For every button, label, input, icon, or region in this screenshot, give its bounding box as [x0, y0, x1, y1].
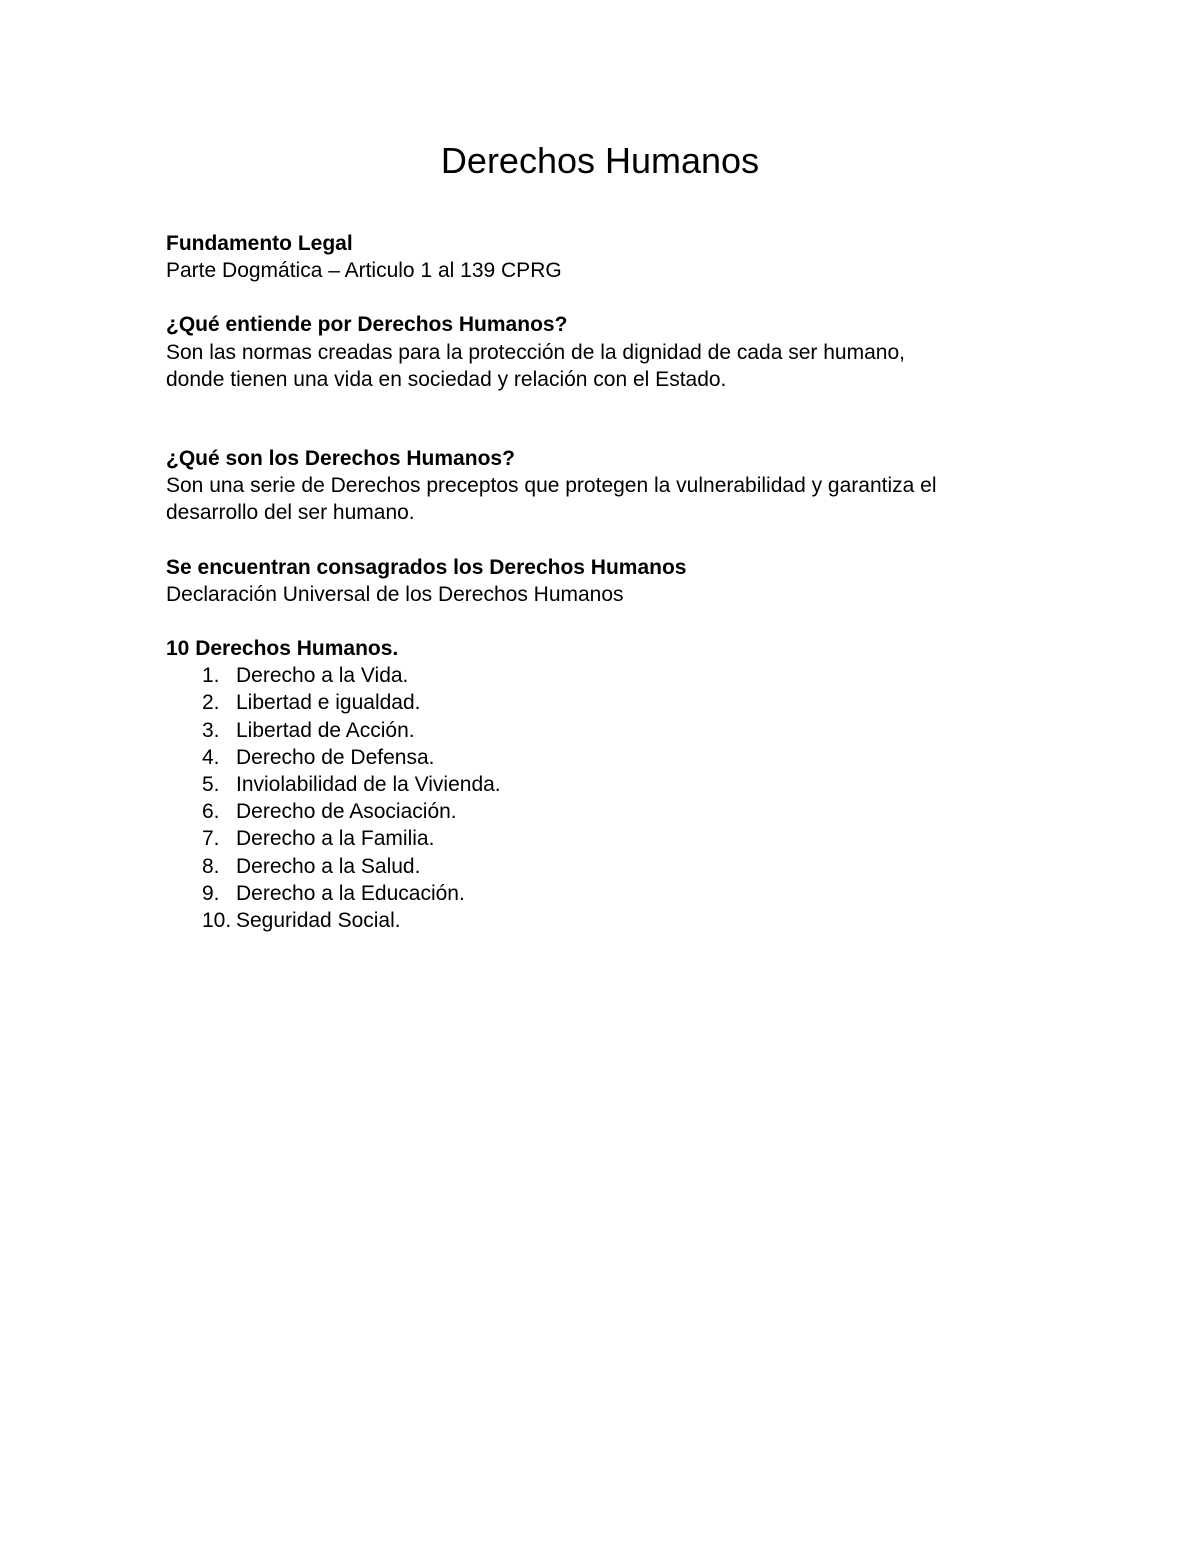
list-item — [202, 798, 1046, 825]
list-item-text: Derecho a la Salud. — [236, 854, 421, 878]
section-text-line: desarrollo del ser humano. — [166, 501, 415, 525]
list-item-number: 10. — [202, 909, 232, 933]
list-item — [202, 717, 1046, 744]
list-item-number: 3. — [202, 718, 220, 742]
list-item — [202, 744, 1046, 771]
section-heading: ¿Qué entiende por Derechos Humanos? — [166, 313, 568, 337]
document-body — [166, 230, 1046, 934]
list-item-number: 9. — [202, 881, 220, 905]
list-item-text: Derecho a la Educación. — [236, 881, 465, 905]
list-item-text: Libertad de Acción. — [236, 718, 415, 742]
list-item-text: Derecho a la Vida. — [236, 664, 409, 688]
section-heading: Se encuentran consagrados los Derechos Humanos — [166, 555, 687, 579]
list-item — [202, 853, 1046, 880]
list-item — [202, 825, 1046, 852]
section-heading: ¿Qué son los Derechos Humanos? — [166, 447, 515, 471]
list-item-text: Seguridad Social. — [236, 909, 401, 933]
document-title: Derechos Humanos — [440, 140, 760, 181]
list-item — [202, 689, 1046, 716]
list-item — [202, 880, 1046, 907]
list-item-number: 5. — [202, 773, 220, 797]
list-item-number: 2. — [202, 691, 220, 715]
list-item-text: Derecho de Defensa. — [236, 745, 435, 769]
list-item — [202, 662, 1046, 689]
section-text: Declaración Universal de los Derechos Humanos — [166, 582, 624, 606]
list-item-text: Inviolabilidad de la Vivienda. — [236, 773, 501, 797]
spacer — [166, 527, 1046, 554]
section-text-line: Son una serie de Derechos preceptos que protegen la vulnerabilidad y garantiza el — [166, 474, 937, 498]
section-text: Parte Dogmática – Articulo 1 al 139 CPRG — [166, 259, 562, 283]
spacer — [166, 284, 1046, 311]
list-item-number: 1. — [202, 664, 220, 688]
section-heading: 10 Derechos Humanos. — [166, 637, 399, 661]
section-consagrados — [166, 554, 1046, 608]
section-heading: Fundamento Legal — [166, 232, 353, 255]
list-item-text: Derecho de Asociación. — [236, 800, 457, 824]
section-text-line: Son las normas creadas para la protección de la dignidad de cada ser humano, — [166, 340, 905, 364]
section-diez-derechos — [166, 635, 1046, 934]
section-que-entiende — [166, 311, 1046, 393]
list-item-text: Libertad e igualdad. — [236, 691, 421, 715]
list-item — [202, 907, 1046, 934]
rights-list — [166, 662, 1046, 934]
list-item-number: 4. — [202, 745, 220, 769]
spacer — [166, 393, 1046, 445]
spacer — [166, 608, 1046, 635]
list-item — [202, 771, 1046, 798]
list-item-number: 6. — [202, 800, 220, 824]
list-item-number: 8. — [202, 854, 220, 878]
list-item-text: Derecho a la Familia. — [236, 827, 435, 851]
list-item-number: 7. — [202, 827, 220, 851]
section-fundamento-legal — [166, 230, 1046, 284]
section-text-line: donde tienen una vida en sociedad y relación con el Estado. — [166, 367, 727, 391]
section-que-son — [166, 445, 1046, 527]
